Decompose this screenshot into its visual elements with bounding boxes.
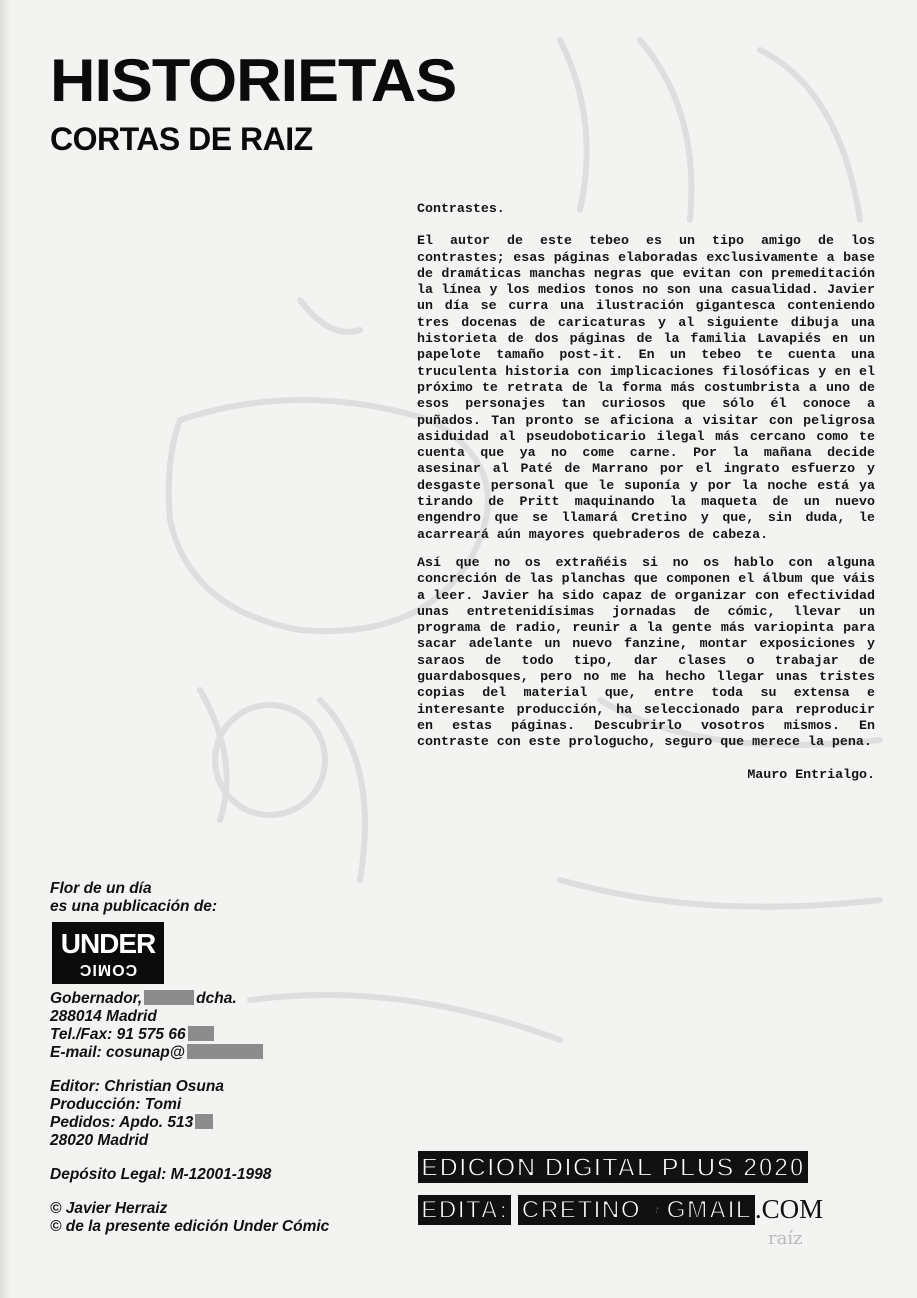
prologue-paragraph: El autor de este tebeo es un tipo amigo de los contrastes; esas páginas elaboradas exclusivamente a base de dramáticas manchas negras que evitan con premeditación la línea y los medios tonos no son una casualidad. Javier un día se curra una ilustración gigantesca conteniendo tres docenas de caricaturas y al siguiente dibuja una historieta de dos páginas de la familia Lavapiés en un papelote tamaño post-it. En un tebeo te cuenta una truculenta historia con implicaciones filosóficas y en el próximo te retrata de la forma más costumbrista a uno de esos personajes tan curiosos que sólo él conoce a puñados. Tan pronto se aficiona a visitar con peligrosa asiduidad al pseudoboticario ilegal más cercano como te cuenta que ya no come carne. Por la mañana decide asesinar al Paté de Marrano por el ingrato esfuerzo y desgaste personal que le suponía y por la noche está ya tirando de Pritt maquinando la maqueta de un nuevo engendro que se llamará Cretino y que, sin duda, le acarreará aún mayores quebraderos de cabeza. [417,233,875,542]
redaction-box [188,1026,214,1041]
logo-top-text: UNDER [60,928,156,959]
editorial-block [50,1078,380,1150]
page-subtitle: CORTAS DE RAIZ [50,121,313,157]
prologue-heading: Contrastes. [417,201,505,216]
editor-line: Editor: Christian Osuna [50,1078,224,1095]
publisher-line: es una publicación de: [50,898,218,915]
publisher-line: Flor de un día [50,880,152,897]
page-title: HISTORIETAS [50,47,457,114]
phone: Tel./Fax: 91 575 66 [50,1026,186,1043]
production-line: Producción: Tomi [50,1096,182,1113]
under-comic-logo [52,922,164,984]
email-line [50,1044,380,1062]
edita-label: EDITA: [418,1195,511,1225]
postal-city: 288014 Madrid [50,1008,157,1025]
phone-line [50,1026,380,1044]
redaction-box [144,990,194,1005]
redaction-box [187,1044,263,1059]
address-line [50,990,380,1008]
address-prefix: Gobernador, [50,990,143,1007]
digital-edition-line [418,1152,903,1192]
legal-deposit: Depósito Legal: M-12001-1998 [50,1166,272,1183]
orders-city: 28020 Madrid [50,1132,149,1149]
prologue-text [417,197,875,783]
prologue-paragraph: Así que no os extrañéis si no os hablo con alguna concreción de las planchas que componen el álbum que váis a leer. Javier ha sido capaz de organizar con efectividad unas entretenidísimas jornadas de cómic, llevar un programa de radio, reunir a la gente más variopinta para sacar adelante un nuevo fanzine, montar exposiciones y saraos de todo tipo, dar clases o trabajar de guardabosques, pero no me ha hecho llegar unas tristes copias del material que, entre toda su extensa e interesante producción, ha seleccionado para reproducir en estas páginas. Descubrirlo vosotros mismos. En contraste con este prologucho, seguro que merece la pena. [417,554,875,750]
logo-bottom-text: COMIC [78,961,138,978]
copyright-block [50,1200,380,1236]
digital-edition-title: EDICION DIGITAL PLUS 2020 [418,1151,808,1183]
copyright-line: © de la presente edición Under Cómic [50,1218,330,1235]
address-suffix: dcha. [196,990,237,1007]
orders-line [50,1114,380,1132]
email: E-mail: cosunap@ [50,1044,185,1061]
editor-email: CRETINO@GMAIL [518,1195,754,1225]
redaction-box [195,1114,213,1129]
pencil-signature: raíz [768,1228,803,1249]
orders: Pedidos: Apdo. 513 [50,1114,194,1131]
editor-contact-line [418,1194,903,1234]
legal-block [50,1166,380,1184]
prologue-signature: Mauro Entrialgo. [747,766,875,782]
copyright-line: © Javier Herraiz [50,1200,168,1217]
digital-edition-banner [418,1152,903,1234]
editor-email-tld: .COM [754,1194,824,1224]
